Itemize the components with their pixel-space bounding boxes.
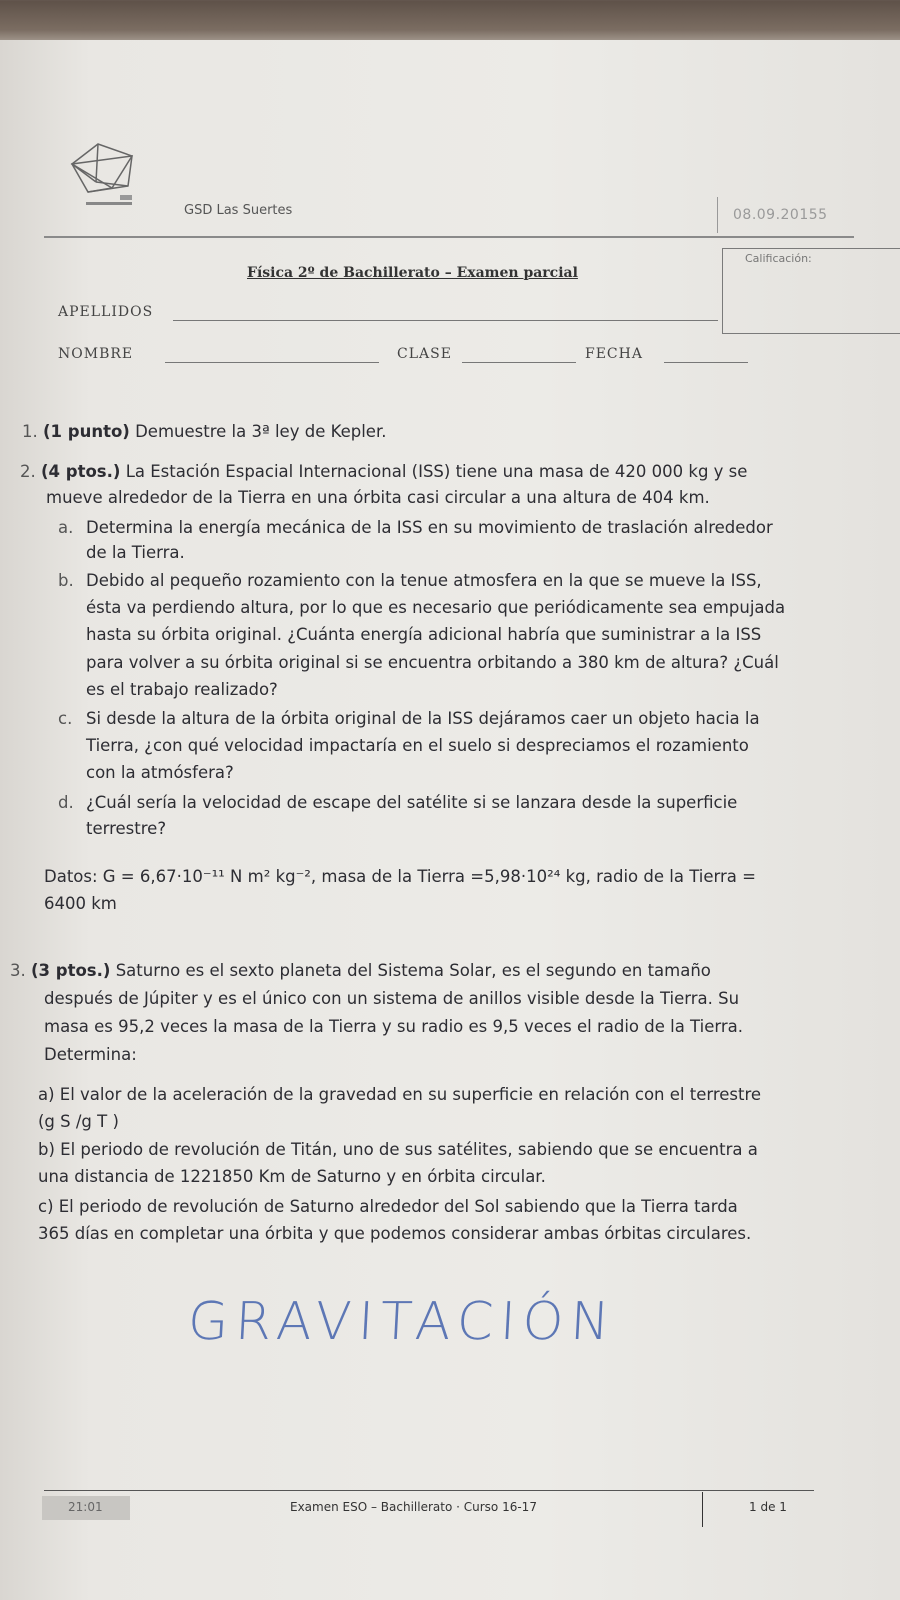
q3-number: 3.: [10, 961, 26, 980]
q3-intro-text: Saturno es el sexto planeta del Sistema Solar, es el segundo en tamaño: [115, 961, 711, 980]
fecha-label: FECHA: [585, 346, 643, 362]
q3-points: (3 ptos.): [31, 961, 111, 980]
q3a-line1: a) El valor de la aceleración de la gravedad en su superficie en relación con el terrestre: [38, 1085, 762, 1104]
q2b-line4: para volver a su órbita original si se encuentra orbitando a 380 km de altura? ¿Cuál: [86, 653, 779, 672]
footer-time: 21:01: [68, 1500, 103, 1514]
header-divider: [44, 236, 854, 238]
q2c-marker: c.: [58, 709, 73, 728]
q3a-line2: (g S /g T ): [38, 1112, 119, 1131]
q3-intro-line1: [10, 958, 890, 984]
q2-data-line2: 6400 km: [44, 894, 117, 913]
q3c-line1: c) El periodo de revolución de Saturno alrededor del Sol sabiendo que la Tierra tarda: [38, 1197, 738, 1216]
school-name: GSD Las Suertes: [184, 203, 293, 218]
apellidos-field[interactable]: [173, 320, 718, 321]
q2c-line1: Si desde la altura de la órbita original de la ISS dejáramos caer un objeto hacia la: [86, 709, 760, 728]
q3b-line2: una distancia de 1221850 Km de Saturno y en órbita circular.: [38, 1167, 546, 1186]
q2b-line2: ésta va perdiendo altura, por lo que es necesario que periódicamente sea empujada: [86, 598, 786, 617]
q2-intro-line1: [20, 459, 890, 485]
clase-field[interactable]: [462, 362, 576, 363]
footer-separator: [702, 1492, 703, 1527]
page-number: 1 de 1: [749, 1500, 787, 1514]
nombre-label: NOMBRE: [58, 346, 134, 362]
fecha-field[interactable]: [664, 362, 748, 363]
clase-label: CLASE: [397, 346, 452, 362]
header-date: 08.09.20155: [733, 207, 828, 223]
q2d-line2: terrestre?: [86, 819, 167, 838]
q3b-line1: b) El periodo de revolución de Titán, uno de sus satélites, sabiendo que se encuentra a: [38, 1140, 758, 1159]
footer-course: Examen ESO – Bachillerato · Curso 16-17: [290, 1500, 537, 1514]
q3-intro-line2: después de Júpiter y es el único con un sistema de anillos visible desde la Tierra. Su: [44, 989, 740, 1008]
exam-subject-title: Física 2º de Bachillerato – Examen parcial: [247, 265, 578, 281]
q2-number: 2.: [20, 462, 36, 481]
q2b-line3: hasta su órbita original. ¿Cuánta energía adicional habría que suministrar a la ISS: [86, 625, 762, 644]
q2c-line2: Tierra, ¿con qué velocidad impactaría en el suelo si despreciamos el rozamiento: [86, 736, 749, 755]
q2d-line1: ¿Cuál sería la velocidad de escape del satélite si se lanzara desde la superficie: [86, 793, 738, 812]
q3-intro-line4: Determina:: [44, 1045, 137, 1064]
q1-text: Demuestre la 3ª ley de Kepler.: [135, 422, 387, 441]
q2b-line1: Debido al pequeño rozamiento con la tenue atmosfera en la que se mueve la ISS,: [86, 571, 762, 590]
footer-divider: [44, 1490, 814, 1491]
q3c-line2: 365 días en completar una órbita y que podemos considerar ambas órbitas circulares.: [38, 1224, 752, 1243]
q2a-marker: a.: [58, 518, 74, 537]
school-logo-icon: [66, 142, 144, 214]
q2-intro-text: La Estación Espacial Internacional (ISS) tiene una masa de 420 000 kg y se: [125, 462, 748, 481]
q2d-marker: d.: [58, 793, 74, 812]
q2-data-line1: Datos: G = 6,67·10⁻¹¹ N m² kg⁻², masa de la Tierra =5,98·10²⁴ kg, radio de la Tierra =: [44, 867, 756, 886]
q2b-line5: es el trabajo realizado?: [86, 680, 278, 699]
nombre-field[interactable]: [165, 362, 379, 363]
q2-points: (4 ptos.): [41, 462, 121, 481]
q2a-line2: de la Tierra.: [86, 543, 185, 562]
apellidos-label: APELLIDOS: [58, 304, 154, 320]
q3-intro-line3: masa es 95,2 veces la masa de la Tierra y su radio es 9,5 veces el radio de la Tierra.: [44, 1017, 744, 1036]
grade-label: Calificación:: [745, 252, 812, 265]
q1-number: 1.: [22, 422, 38, 441]
q2b-marker: b.: [58, 571, 74, 590]
q1-points: (1 punto): [43, 422, 130, 441]
handwritten-note: GRAVITACIÓN: [186, 1292, 618, 1352]
question-1: [22, 419, 882, 445]
q2-intro-line2: mueve alrededor de la Tierra en una órbita casi circular a una altura de 404 km.: [46, 488, 710, 507]
q2c-line3: con la atmósfera?: [86, 763, 234, 782]
q2a-line1: Determina la energía mecánica de la ISS en su movimiento de traslación alrededor: [86, 518, 773, 537]
